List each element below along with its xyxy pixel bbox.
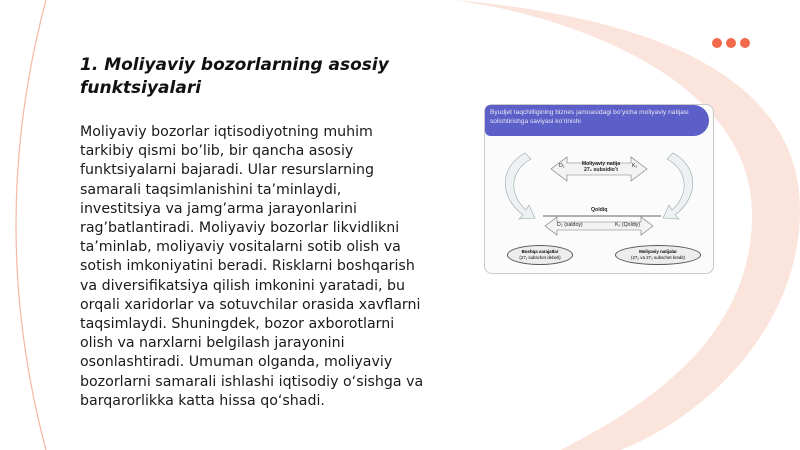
dot-icon <box>712 38 722 48</box>
oval-left <box>507 245 573 265</box>
dot-icon <box>726 38 736 48</box>
oval-left-sub: (27₁ subschet debeti) <box>519 255 561 260</box>
right-curved-arrow <box>663 153 693 219</box>
oval-right-sub: (27₂ va 27₃ subschet kredit) <box>630 255 685 260</box>
menu-dots <box>712 38 750 48</box>
label-top-right: K₁ <box>632 163 638 169</box>
label-top-center <box>573 161 629 173</box>
label-top-left: D₁ <box>559 163 565 169</box>
oval-right-title: Moliyaviy natijalar <box>639 249 677 254</box>
label-left-mid: D₂ (saldoy) <box>557 222 583 228</box>
label-top-center-line1: Moliyaviy natija <box>581 161 621 167</box>
oval-left-title: Boshqa xarajatlar <box>521 249 559 254</box>
label-right-mid: K₂ (Qoldiy) <box>615 222 641 228</box>
diagram-header: Byudjet taqchilligining biznes jamoasidagi boʻyicha moliyaviy natijasi solishtirishga saviyasi koʻrinishi <box>485 105 709 136</box>
label-top-center-line2: 27₀ subsidio’t <box>583 167 619 173</box>
dot-icon <box>740 38 750 48</box>
left-arc-line <box>16 0 46 450</box>
slide-title: 1. Moliyaviy bozorlarning asosiy funktsiyalari <box>80 55 389 98</box>
diagram-panel <box>484 104 714 274</box>
body-paragraph: Moliyaviy bozorlar iqtisodiyotning muhim tarkibiy qismi bo’lib, bir qancha asosiy funktsiyalarni bajaradi. Ular resurslarning samarali taqsimlanishini ta’minlaydi, investitsiya va jamg’arma jarayonlarini rag’batlantiradi. Moliyaviy bozorlar likvidlikni ta’minlab, moliyaviy vositalarni sotib olish va sotish imkoniyatini beradi. Risklarni boshqarish va diversifikatsiya qilish imkonini yaratadi, bu orqali xaridorlar va sotuvchilar orasida xavflarni taqsimlaydi. Shuningdek, bozor axborotlarni olish va narxlarni belgilash jarayonini osonlashtiradi. Umuman olganda, moliyaviy bozorlarni samarali ishlashi iqtisodiy o‘sishga va barqarorlikka katta hissa qo‘shadi. <box>80 124 424 409</box>
label-middle: Qoldiq <box>591 207 608 213</box>
oval-right <box>615 245 701 265</box>
left-curved-arrow <box>505 153 535 219</box>
